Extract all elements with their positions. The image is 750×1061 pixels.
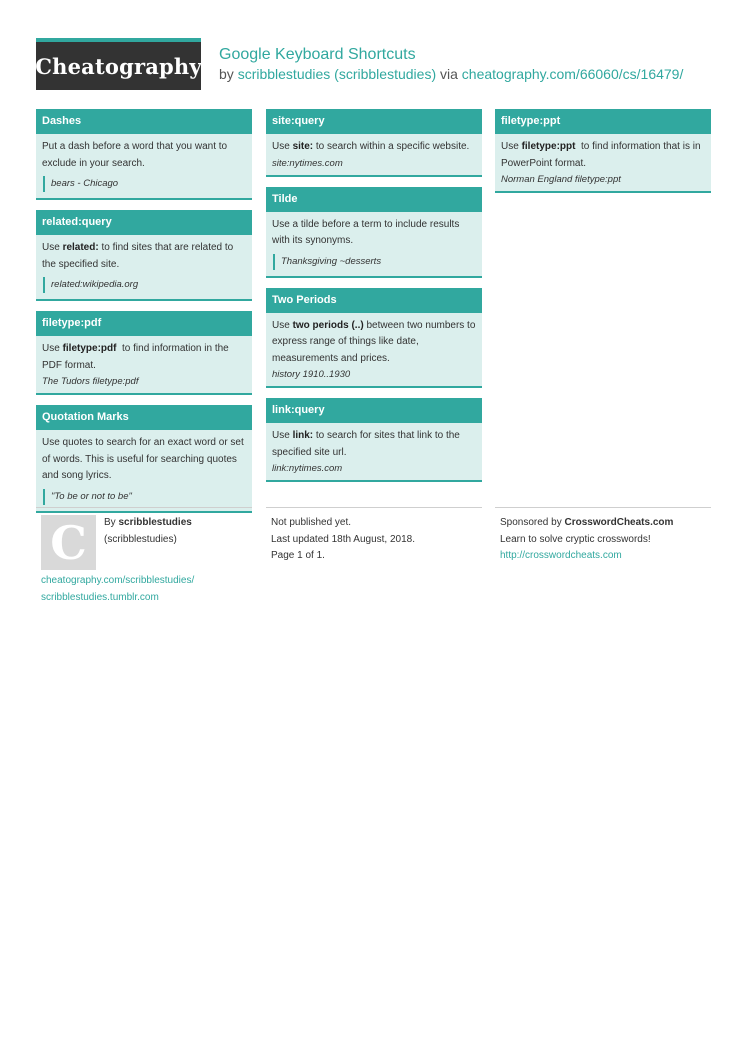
card-title: Quotation Marks	[36, 405, 252, 430]
byline	[219, 66, 683, 82]
card-title: Tilde	[266, 187, 482, 212]
card-site-query	[266, 109, 482, 177]
card-title: filetype:ppt	[495, 109, 711, 134]
sheet-url-link[interactable]: cheatography.com/66060/cs/16479/	[461, 66, 684, 82]
card-example: Norman England filetype:ppt	[501, 174, 621, 185]
card-example: site:nytimes.com	[272, 157, 343, 169]
card-filetype-ppt	[495, 109, 711, 193]
footer-divider	[266, 507, 482, 508]
card-text: Use two periods (..) between two numbers to express range of things like date, measurements and prices.	[272, 319, 476, 364]
card-title: related:query	[36, 210, 252, 235]
page-title: Google Keyboard Shortcuts	[219, 46, 416, 63]
last-updated: Last updated 18th August, 2018.	[271, 533, 416, 545]
card-text: Use related: to find sites that are related to the specified site.	[42, 242, 234, 270]
operator-keyword: link:	[292, 430, 314, 441]
card-title: site:query	[266, 109, 482, 134]
byline-by: by	[219, 66, 234, 82]
author-blog-link[interactable]: scribblestudies.tumblr.com	[41, 591, 159, 603]
sponsor-tagline: Learn to solve cryptic crosswords!	[500, 533, 651, 545]
column-3	[495, 109, 711, 203]
footer-author-links	[41, 573, 194, 606]
card-example: link:nytimes.com	[272, 463, 343, 474]
operator-keyword: site:	[292, 141, 314, 152]
footer-author-handle: (scribblestudies)	[104, 533, 177, 545]
card-two-periods	[266, 288, 482, 389]
footer-sponsor: Sponsored by CrosswordCheats.com Learn to solve cryptic crosswords! http://crosswordcheats.com	[500, 517, 674, 561]
card-example: bears - Chicago	[43, 176, 246, 192]
card-tilde	[266, 187, 482, 278]
card-text: Use filetype:pdf to find information in the PDF format.	[42, 343, 232, 371]
page-number: Page 1 of 1.	[271, 550, 325, 561]
sponsor-url-link[interactable]: http://crosswordcheats.com	[500, 550, 622, 561]
card-title: filetype:pdf	[36, 311, 252, 336]
card-example: Thanksgiving ~desserts	[273, 254, 476, 270]
operator-keyword: related:	[62, 242, 99, 253]
card-related-query	[36, 210, 252, 301]
cheatography-logo[interactable]	[36, 38, 201, 90]
footer-divider	[36, 507, 252, 508]
card-title: Dashes	[36, 109, 252, 134]
card-example: The Tudors filetype:pdf	[42, 376, 139, 387]
operator-keyword: filetype:ppt	[521, 141, 576, 152]
card-text: Use filetype:ppt to find information that is in PowerPoint format.	[501, 141, 704, 169]
card-text: Use a tilde before a term to include results with its synonyms.	[272, 218, 460, 246]
publish-status: Not published yet.	[271, 517, 352, 528]
column-1	[36, 109, 252, 523]
card-link-query	[266, 398, 482, 482]
author-avatar[interactable]	[41, 515, 96, 570]
author-link[interactable]: scribblestudies (scribblestudies)	[237, 66, 437, 82]
card-title: link:query	[266, 398, 482, 423]
author-profile-link[interactable]: cheatography.com/scribblestudies/	[41, 575, 195, 586]
operator-keyword: filetype:pdf	[62, 343, 117, 354]
card-quotation-marks	[36, 405, 252, 513]
footer-divider	[495, 507, 711, 508]
avatar-letter: C	[50, 515, 87, 570]
card-dashes	[36, 109, 252, 200]
operator-keyword: two periods (..)	[292, 319, 364, 331]
card-text: Use site: to search within a specific website.	[272, 141, 470, 152]
card-text: Put a dash before a word that you want to exclude in your search.	[42, 141, 228, 169]
card-filetype-pdf	[36, 311, 252, 395]
sponsor-name[interactable]: CrosswordCheats.com	[564, 517, 674, 528]
card-title: Two Periods	[266, 288, 482, 313]
card-text: Use link: to search for sites that link to the specified site url.	[272, 430, 460, 458]
footer-author: By scribblestudies (scribblestudies)	[104, 517, 192, 545]
card-example: "To be or not to be"	[43, 489, 246, 505]
card-example: related:wikipedia.org	[43, 277, 246, 293]
footer-author-name[interactable]: scribblestudies	[118, 517, 192, 528]
footer-status	[271, 515, 415, 565]
logo-text: Cheatography	[35, 53, 202, 79]
column-2	[266, 109, 482, 492]
card-text: Use quotes to search for an exact word or set of words. This is useful for searching quotes and song lyrics.	[42, 437, 244, 481]
byline-via: via	[440, 66, 458, 82]
card-example: history 1910..1930	[272, 369, 351, 380]
